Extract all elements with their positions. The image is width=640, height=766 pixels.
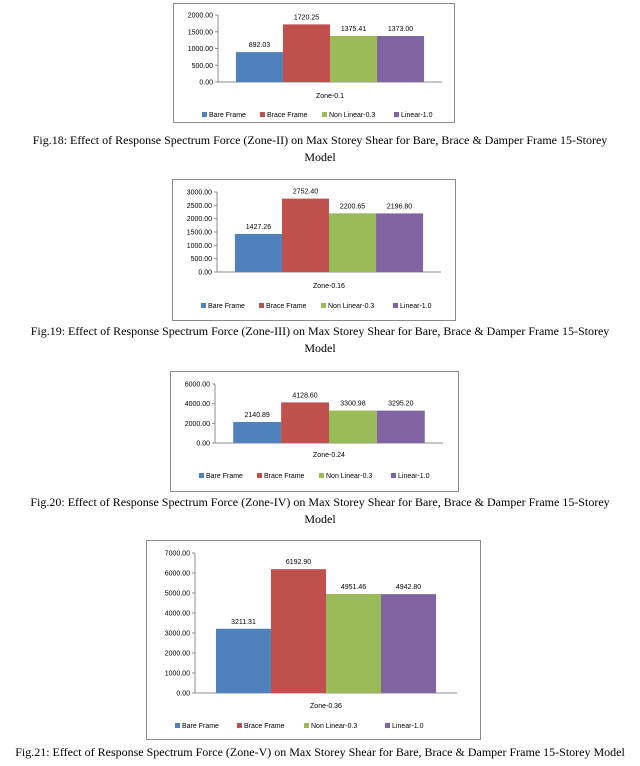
bar-brace-frame [271,569,326,693]
legend-label: Non Linear-0.3 [326,473,373,480]
x-axis-label: Zone-0.24 [313,452,345,459]
bar-non-linear-0-3 [326,594,381,693]
chart-zone-iv [170,371,459,492]
legend-label: Linear-1.0 [398,473,430,480]
y-tick-label: 7000.00 [164,550,190,558]
legend-swatch [319,473,324,478]
legend-swatch [201,303,206,308]
bar-linear-1-0 [376,213,423,272]
y-tick-label: 4000.00 [164,610,190,618]
bar-bare-frame [235,234,282,272]
bar-non-linear-0-3 [329,411,377,443]
y-tick-label: 0.00 [198,269,212,277]
bar-brace-frame [283,24,330,82]
figure-caption-20: Fig.20: Effect of Response Spectrum Force (Zone-IV) on Max Storey Shear for Bare, Brace & Damper Frame 15-Storey Model [30,495,610,526]
y-tick-label: 3000.00 [164,630,190,638]
y-tick-label: 500.00 [191,62,213,70]
y-tick-label: 500.00 [190,256,212,264]
data-label: 1720.25 [293,14,320,22]
data-label: 6192.90 [285,559,312,567]
x-axis-label: Zone-0.16 [313,283,345,290]
legend-label: Bare Frame [182,723,219,730]
y-tick-label: 6000.00 [184,381,210,389]
legend-label: Brace Frame [244,723,285,730]
y-tick-label: 2000.00 [187,12,213,20]
legend-swatch [257,473,262,478]
legend-swatch [322,112,327,117]
bar-linear-1-0 [377,36,424,82]
x-axis-label: Zone-0.1 [315,93,345,100]
data-label: 3295.20 [388,400,414,408]
y-tick-label: 0.00 [176,690,190,698]
y-tick-label: 1000.00 [187,46,213,53]
data-label: 1375.41 [340,25,367,33]
y-tick-label: 2500.00 [186,202,212,210]
y-tick-label: 1000.00 [186,242,212,250]
data-label: 3300.98 [340,400,366,408]
legend-swatch [304,723,309,728]
y-tick-label: 4000.00 [184,401,210,409]
legend-swatch [321,303,326,308]
legend-label: Linear-1.0 [400,303,432,310]
legend-swatch [385,723,390,728]
figure-caption-21: Fig.21: Effect of Response Spectrum Force (Zone-V) on Max Storey Shear for Bare, Brace & Damper Frame 15-Storey Model [15,745,625,759]
bar-linear-1-0 [377,411,425,443]
data-label: 4128.60 [292,392,318,400]
data-label: 4951.46 [340,583,367,591]
figure-caption-19: Fig.19: Effect of Response Spectrum Force (Zone-III) on Max Storey Shear for Bare, Brace & Damper Frame 15-Storey Model [30,324,610,355]
bar-bare-frame [216,629,271,693]
chart-zone-iii-svg [173,180,457,322]
figure-caption-18: Fig.18: Effect of Response Spectrum Force (Zone-II) on Max Storey Shear for Bare, Brace & Damper Frame 15-Storey Model [32,133,608,164]
bar-brace-frame [282,199,329,272]
legend-swatch [260,112,265,117]
legend-swatch [175,723,180,728]
legend-swatch [202,112,207,117]
legend-swatch [393,303,398,308]
chart-zone-ii [173,3,455,123]
legend-swatch [237,723,242,728]
legend-label: Bare Frame [208,303,245,310]
legend-label: Non Linear-0.3 [311,723,358,730]
data-label: 1427.26 [245,223,272,231]
y-tick-label: 1000.00 [164,670,190,678]
bar-brace-frame [281,402,329,443]
y-tick-label: 3000.00 [186,189,212,197]
legend-label: Non Linear-0.3 [328,303,375,310]
chart-zone-iii [172,179,456,321]
y-tick-label: 0.00 [199,79,213,87]
legend-label: Non Linear-0.3 [329,112,376,119]
y-tick-label: 2000.00 [184,420,210,428]
legend-label: Linear-1.0 [392,723,424,730]
data-label: 3211.31 [231,618,256,626]
legend-swatch [259,303,264,308]
y-tick-label: 2000.00 [186,216,212,224]
legend-label: Brace Frame [266,303,307,310]
legend-label: Bare Frame [206,473,243,480]
chart-zone-v-svg [147,541,482,741]
legend-swatch [199,473,204,478]
data-label: 1373.00 [387,26,414,34]
bar-bare-frame [233,422,281,443]
y-tick-label: 1500.00 [186,229,212,237]
chart-zone-iv-svg [171,372,460,493]
y-tick-label: 1500.00 [187,29,213,37]
y-tick-label: 6000.00 [164,570,190,578]
chart-zone-ii-svg [174,4,456,124]
legend-label: Linear-1.0 [401,112,433,119]
y-tick-label: 2000.00 [164,650,190,658]
data-label: 2140.89 [244,411,270,419]
bar-bare-frame [236,52,283,82]
legend-label: Bare Frame [209,112,246,119]
data-label: 892.03 [248,42,271,50]
data-label: 2752.40 [292,188,319,196]
data-label: 2200.65 [339,203,366,211]
data-label: 2196.80 [386,203,413,211]
y-tick-label: 5000.00 [164,590,190,598]
legend-label: Brace Frame [264,473,305,480]
bar-non-linear-0-3 [329,213,376,272]
bar-non-linear-0-3 [330,36,377,82]
legend-swatch [394,112,399,117]
chart-zone-v [146,540,481,740]
x-axis-label: Zone-0.36 [310,703,342,710]
y-tick-label: 0.00 [196,440,210,448]
legend-label: Brace Frame [267,112,308,119]
data-label: 4942.80 [395,584,422,592]
bar-linear-1-0 [381,594,436,693]
legend-swatch [391,473,396,478]
